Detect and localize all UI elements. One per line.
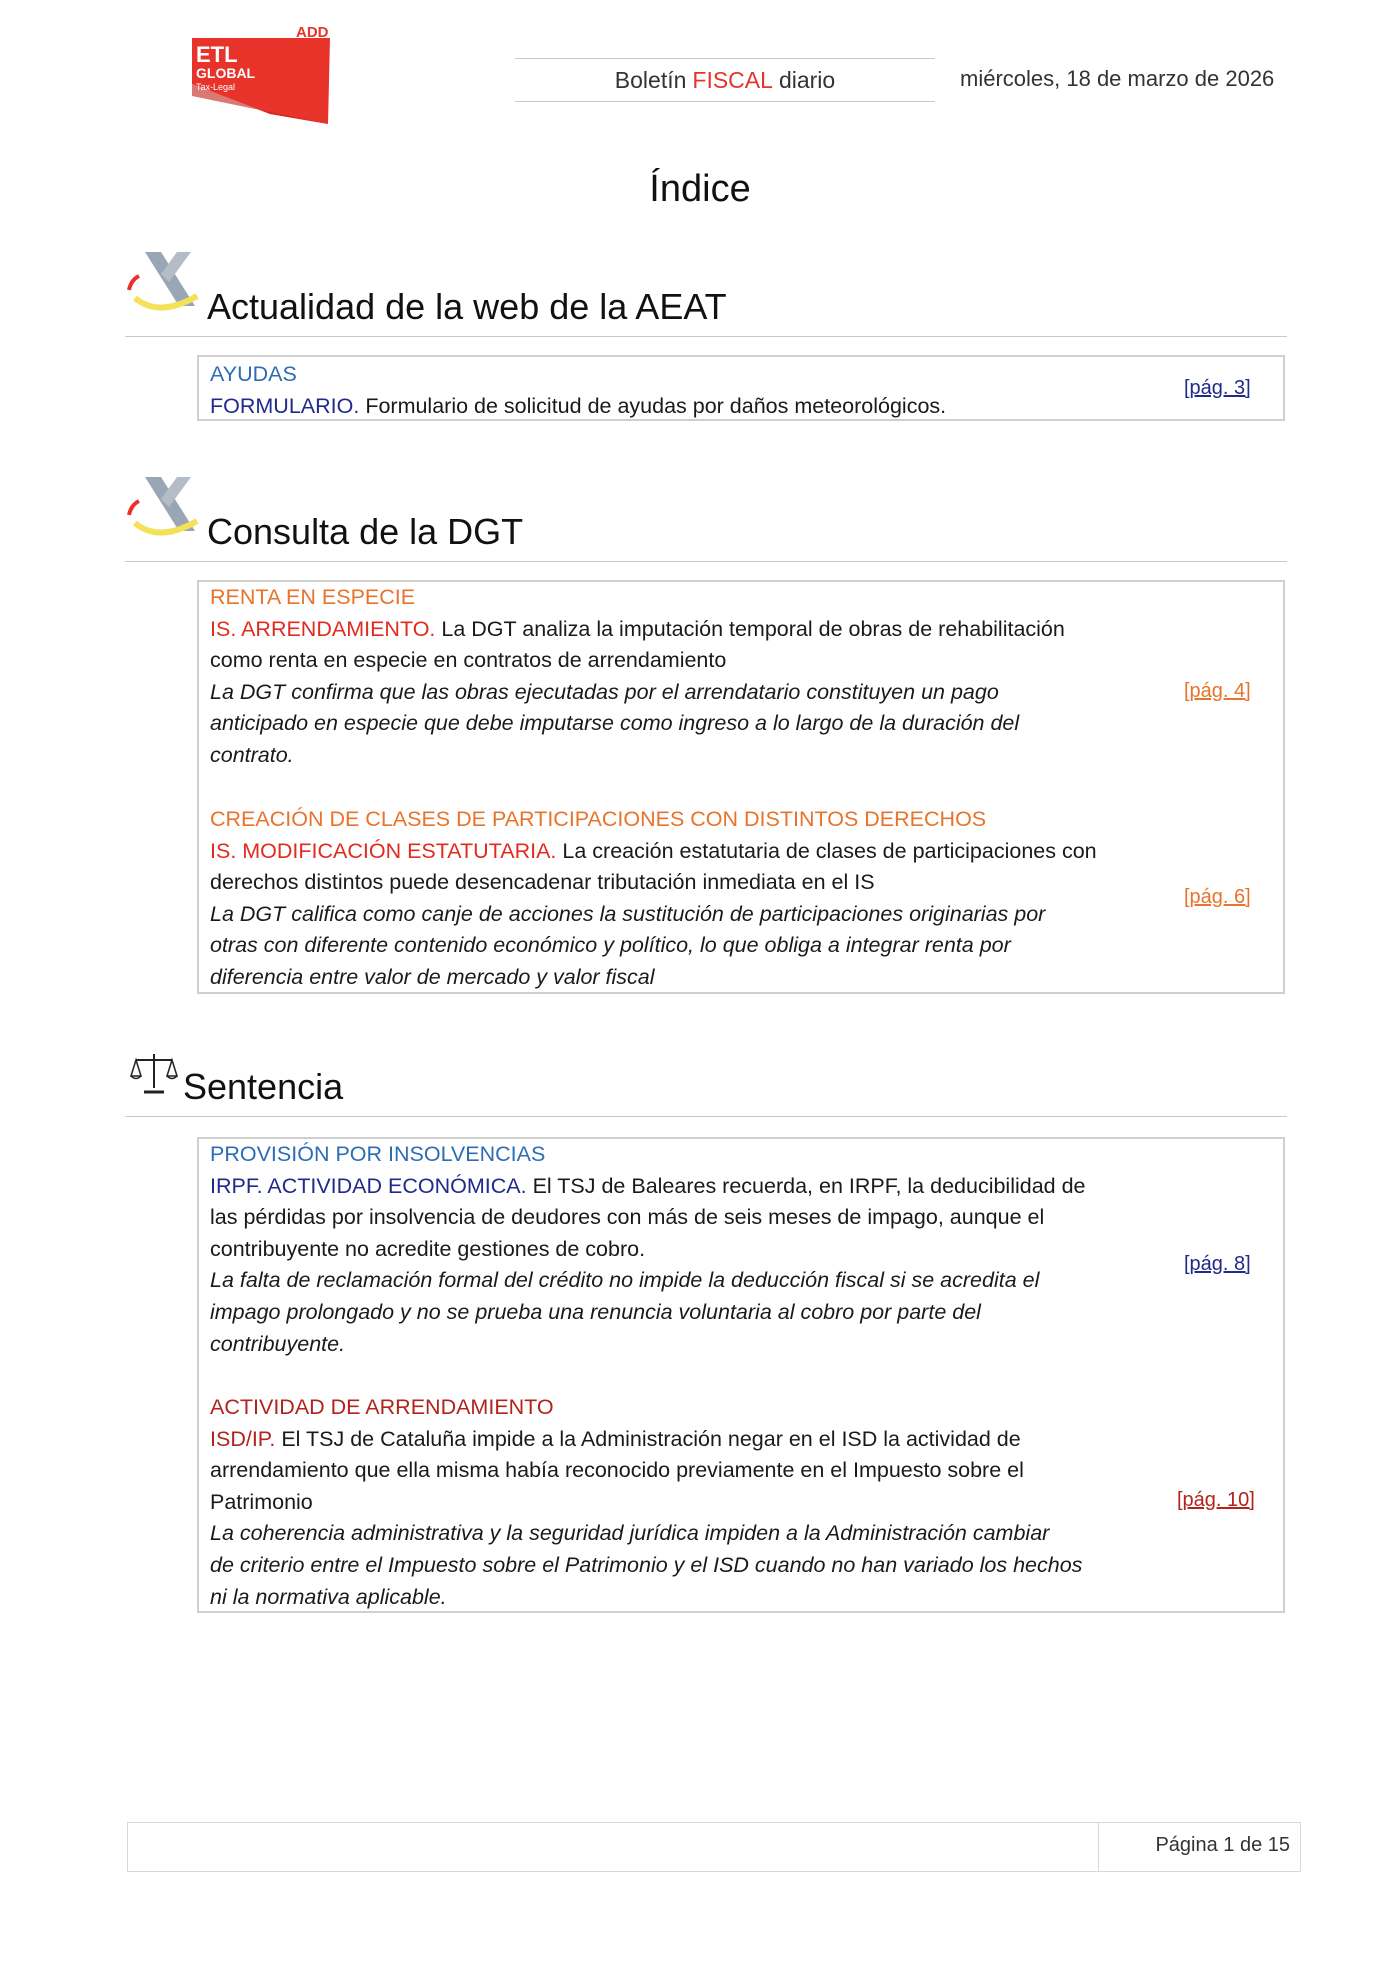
page-link[interactable]: [pág. 4] <box>1184 680 1251 702</box>
index-title: Índice <box>649 168 751 210</box>
entry-summary: de criterio entre el Impuesto sobre el Patrimonio y el ISD cuando no han variado los hechos <box>210 1552 1083 1577</box>
section-dgt <box>125 465 1287 562</box>
footer-divider <box>1098 1822 1099 1872</box>
entry <box>210 359 1140 422</box>
entry <box>210 1392 1140 1613</box>
entry-category: ACTIVIDAD DE ARRENDAMIENTO <box>210 1395 554 1419</box>
entry-lead: ISD/IP. <box>210 1426 276 1451</box>
page-link[interactable]: [pág. 3] <box>1184 377 1251 399</box>
svg-text:ADD: ADD <box>296 26 329 41</box>
entry-summary: La coherencia administrativa y la seguridad jurídica impiden a la Administración cambiar <box>210 1521 1050 1546</box>
entry-text: El TSJ de Cataluña impide a la Administración negar en el ISD la actividad de <box>281 1426 1021 1451</box>
entry-summary: contrato. <box>210 742 294 767</box>
entry-lead: FORMULARIO. <box>210 393 360 418</box>
entry-summary: La DGT califica como canje de acciones la sustitución de participaciones originarias por <box>210 901 1046 926</box>
entry-text: La creación estatutaria de clases de participaciones con <box>562 838 1097 863</box>
entries-box-aeat <box>197 355 1285 421</box>
entry-category: CREACIÓN DE CLASES DE PARTICIPACIONES CON DISTINTOS DERECHOS <box>210 807 987 831</box>
entry-text: las pérdidas por insolvencia de deudores con más de seis meses de impago, aunque el <box>210 1205 1045 1230</box>
entry-lead: IRPF. ACTIVIDAD ECONÓMICA. <box>210 1173 527 1198</box>
bulletin-title-accent: FISCAL <box>692 66 773 93</box>
entry-text: Patrimonio <box>210 1489 313 1514</box>
bulletin-title-right: diario <box>778 66 836 93</box>
entry-summary: impago prolongado y no se prueba una renuncia voluntaria al cobro por parte del <box>210 1299 981 1324</box>
bulletin-title <box>515 58 935 102</box>
section-sentencia <box>125 1040 1287 1117</box>
entry-text: contribuyente no acredite gestiones de cobro. <box>210 1236 646 1261</box>
page-link[interactable]: [pág. 10] <box>1177 1489 1255 1511</box>
entry-lead: IS. ARRENDAMIENTO. <box>210 616 436 641</box>
entry-summary: otras con diferente contenido económico y político, lo que obliga a integrar renta por <box>210 933 1011 958</box>
entry-summary: contribuyente. <box>210 1331 346 1356</box>
page-number: Página 1 de 15 <box>1155 1834 1290 1856</box>
entry-summary: La DGT confirma que las obras ejecutadas por el arrendatario constituyen un pago <box>210 679 999 704</box>
entry-text: La DGT analiza la imputación temporal de obras de rehabilitación <box>441 616 1065 641</box>
entry-summary: La falta de reclamación formal del crédito no impide la deducción fiscal si se acredita el <box>210 1268 1040 1293</box>
page-link[interactable]: [pág. 6] <box>1184 886 1251 908</box>
entry-summary: ni la normativa aplicable. <box>210 1584 447 1609</box>
etl-global-logo <box>190 26 330 126</box>
section-heading: Sentencia <box>183 1066 344 1107</box>
section-aeat <box>125 240 1287 337</box>
entry-text: El TSJ de Baleares recuerda, en IRPF, la deducibilidad de <box>532 1173 1086 1198</box>
scales-icon <box>130 1050 178 1096</box>
page-link[interactable]: [pág. 8] <box>1184 1253 1251 1275</box>
entry-text: Formulario de solicitud de ayudas por daños meteorológicos. <box>365 393 947 418</box>
section-heading: Consulta de la DGT <box>207 511 524 552</box>
entry <box>210 582 1140 772</box>
entry-summary: diferencia entre valor de mercado y valor fiscal <box>210 964 655 989</box>
bulletin-date: miércoles, 18 de marzo de 2026 <box>960 66 1275 91</box>
bulletin-title-left: Boletín <box>614 66 687 93</box>
entry <box>210 804 1140 994</box>
svg-text:GLOBAL: GLOBAL <box>196 65 256 81</box>
entry-text: derechos distintos puede desencadenar tributación inmediata en el IS <box>210 870 875 895</box>
svg-text:ETL: ETL <box>196 42 238 67</box>
entries-box-sentencia <box>197 1137 1285 1613</box>
entry-text: arrendamiento que ella misma había reconocido previamente en el Impuesto sobre el <box>210 1458 1024 1483</box>
section-heading: Actualidad de la web de la AEAT <box>207 286 727 327</box>
entries-box-dgt <box>197 580 1285 994</box>
entry-lead: IS. MODIFICACIÓN ESTATUTARIA. <box>210 838 557 863</box>
aeat-logo-icon <box>125 465 203 545</box>
entry-category: RENTA EN ESPECIE <box>210 585 416 609</box>
entry-text: como renta en especie en contratos de arrendamiento <box>210 648 727 673</box>
svg-text:Tax-Legal: Tax-Legal <box>196 82 236 92</box>
entry <box>210 1139 1140 1360</box>
entry-category: AYUDAS <box>210 362 297 386</box>
entry-category: PROVISIÓN POR INSOLVENCIAS <box>210 1142 546 1166</box>
entry-summary: anticipado en especie que debe imputarse como ingreso a lo largo de la duración del <box>210 711 1020 736</box>
aeat-logo-icon <box>125 240 203 320</box>
